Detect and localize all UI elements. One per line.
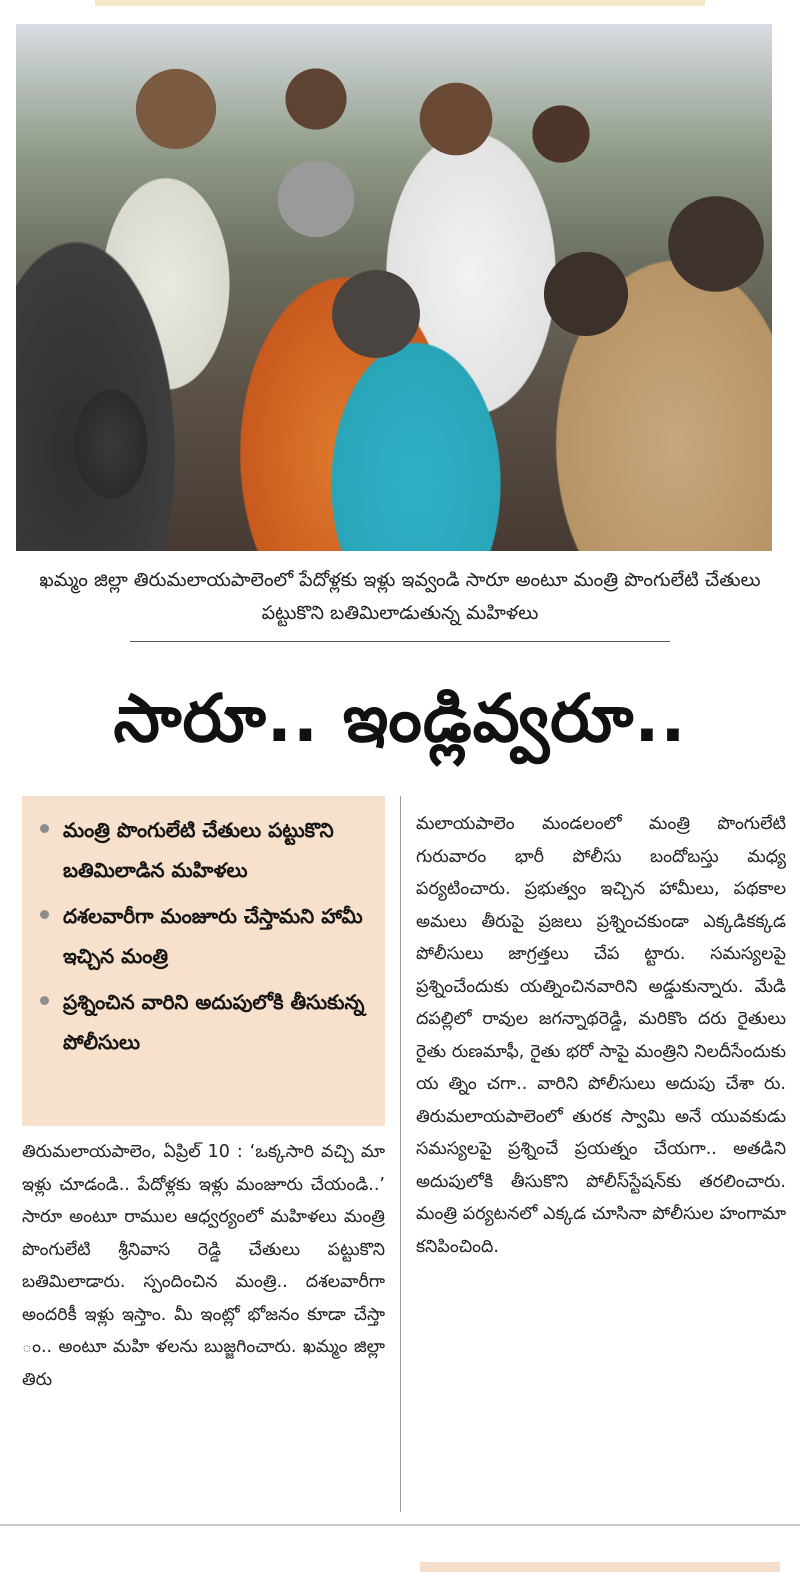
bullet-icon: [40, 996, 49, 1005]
highlight-text: మంత్రి పొంగులేటి చేతులు పట్టుకొని బతిమిలాడిన మహిళలు: [63, 818, 334, 882]
highlight-text: ప్రశ్నించిన వారిని అదుపులోకి తీసుకున్న పోలీసులు: [63, 990, 365, 1054]
news-photo: [16, 24, 772, 551]
caption-divider: [130, 641, 670, 642]
highlight-item: [36, 982, 373, 1062]
article-body-left-column: తిరుమలాయపాలెం, ఏప్రిల్ 10 : ‘ఒక్కసారి వచ్చి మా ఇళ్లు చూడండి.. పేదోళ్లకు ఇళ్లు మంజూరు చేయండి..’ సారూ అంటూ రాముల ఆధ్వర్యంలో మహిళలు మంత్రి పొంగులేటి శ్రీనివాస రెడ్డి చేతులు పట్టుకొని బతిమిలాడారు. స్పందించిన మంత్రి.. దశలవారీగా అందరికీ ఇళ్లు ఇస్తాం. మీ ఇంట్లో భోజనం కూడా చేస్తా ం.. అంటూ మహి ళలను బుజ్జగించారు. ఖమ్మం జిల్లా తిరు: [22, 1142, 385, 1390]
bottom-divider: [0, 1524, 800, 1526]
headline: సారూ.. ఇండ్లివ్వరూ..: [113, 680, 687, 757]
column-divider: [400, 796, 401, 1512]
highlight-text: దశలవారీగా మంజూరు చేస్తామని హామీ ఇచ్చిన మంత్రి: [63, 904, 363, 968]
photo-crowd-scene: [16, 24, 772, 551]
article-body-right-column: మలాయపాలెం మండలంలో మంత్రి పొంగులేటి గురువారం భారీ పోలీసు బందోబస్తు మధ్య పర్యటించారు. ప్రభుత్వం ఇచ్చిన హామీలు, పథకాల అమలు తీరుపై ప్రజలు ప్రశ్నించకుండా ఎక్కడికక్కడ పోలీసులు జాగ్రత్తలు చేప ట్టారు. సమస్యలపై ప్రశ్నించేందుకు యత్నించినవారిని అడ్డుకున్నారు. మేడి దపల్లిలో రావుల జగన్నాథరెడ్డి, మరికొం దరు రైతులు రైతు రుణమాఫీ, రైతు భరో సాపై మంత్రిని నిలదీసేందుకు య త్నిం చగా.. వారిని పోలీసులు అదుపు చేశా రు. తిరుమలాయపాలెంలో తురక స్వామి అనే యువకుడు సమస్యలపై ప్రశ్నించే ప్రయత్నం చేయగా.. అతడిని అదుపులోకి తీసుకొని పోలీస్‌స్టేషన్‌కు తరలించారు. మంత్రి పర్యటనలో ఎక్కడ చూసినా పోలీసుల హంగామా కనిపించింది.: [416, 814, 786, 1257]
highlight-item: [36, 810, 373, 890]
highlights-box: [22, 796, 385, 1126]
highlight-item: [36, 896, 373, 976]
photo-caption: ఖమ్మం జిల్లా తిరుమలాయపాలెంలో పేదోళ్లకు ఇళ్లు ఇవ్వండి సారూ అంటూ మంత్రి పొంగులేటి చేతులు పట్టుకొని బతిమిలాడుతున్న మహిళలు: [39, 569, 761, 624]
bullet-icon: [40, 910, 49, 919]
top-border-strip: [95, 0, 705, 6]
bullet-icon: [40, 824, 49, 833]
bottom-border-strip: [420, 1562, 780, 1572]
